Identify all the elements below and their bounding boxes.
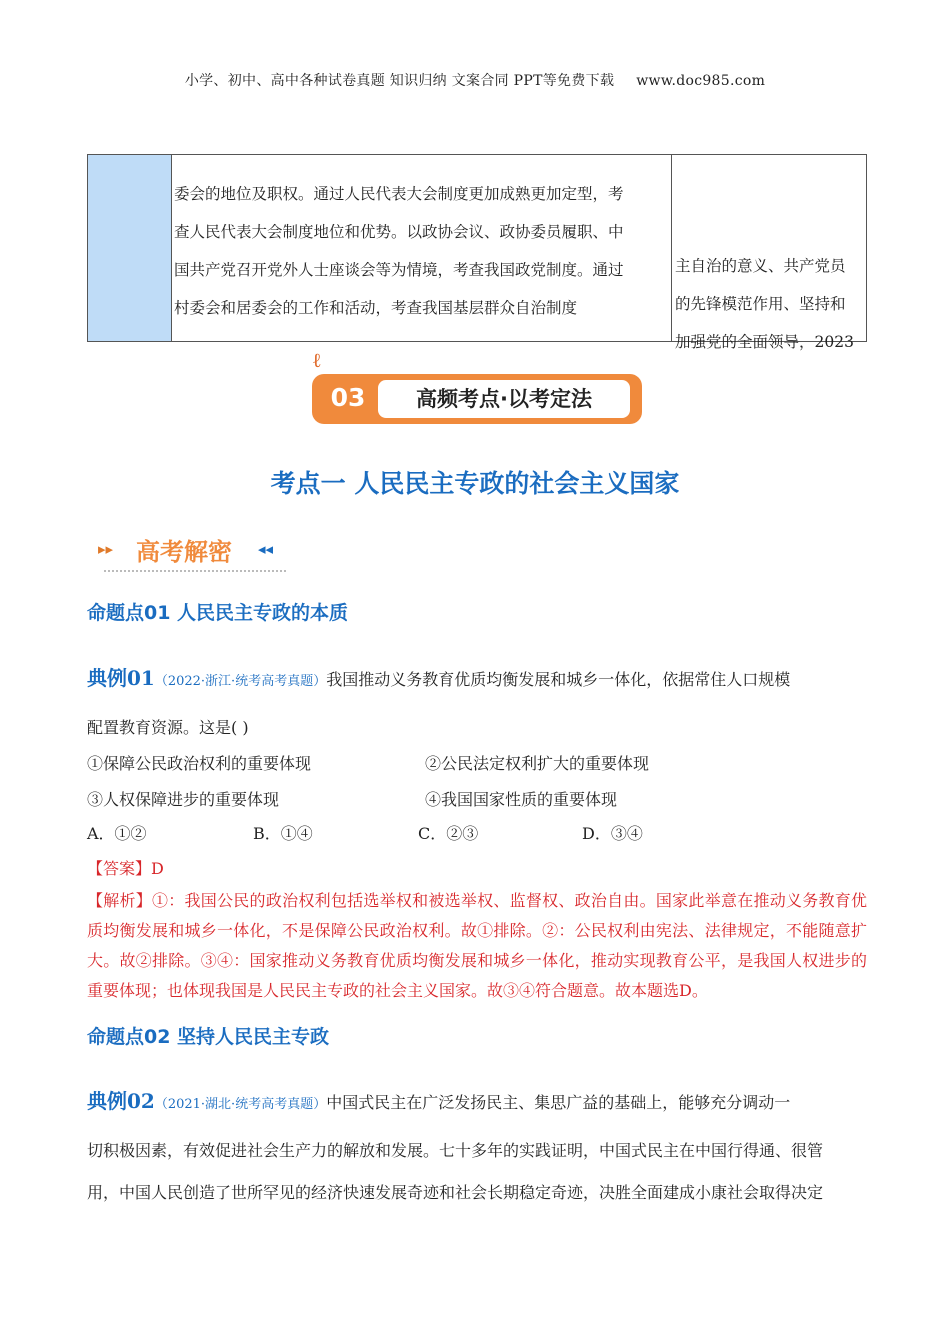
- table-blue-cell: [88, 155, 172, 341]
- page-header: [0, 70, 950, 90]
- curl-icon: ℓ: [312, 348, 322, 372]
- table-middle-line: 村委会和居委会的工作和活动，考查我国基层群众自治制度: [174, 299, 578, 317]
- banner-title: 高频考点·以考定法: [378, 380, 630, 418]
- answer-line: [87, 855, 164, 883]
- analysis-label: 【解析】: [87, 891, 153, 910]
- option-4: ④我国国家性质的重要体现: [425, 790, 618, 809]
- table-middle-cell: [172, 155, 672, 341]
- table-middle-line: 国共产党召开党外人士座谈会等为情境，考查我国政党制度。通过: [174, 261, 624, 279]
- table-right-line: 的先锋模范作用、坚持和: [675, 295, 846, 313]
- point1-heading: 命题点01 人民民主专政的本质: [87, 602, 349, 624]
- table-middle-line: 查人民代表大会制度地位和优势。以政协会议、政协委员履职、中: [174, 223, 624, 241]
- example2-source: （2021·湖北·统考高考真题）: [154, 1097, 327, 1112]
- secret-label-block: [98, 530, 288, 574]
- example2-stem-line3: 用，中国人民创造了世所罕见的经济快速发展奇迹和社会长期稳定奇迹，决胜全面建成小康社会取得决定: [87, 1183, 824, 1202]
- example1-stem: 我国推动义务教育优质均衡发展和城乡一体化，依据常住人口规模: [326, 670, 791, 689]
- example2-stem-line2: 切积极因素，有效促进社会生产力的解放和发展。七十多年的实践证明，中国式民主在中国行得通、很管: [87, 1141, 824, 1160]
- option-1: ①保障公民政治权利的重要体现: [87, 754, 312, 773]
- answer-label: 【答案】: [87, 859, 152, 878]
- table-right-cell: [673, 155, 868, 351]
- secret-label: 高考解密: [136, 538, 232, 566]
- point2-heading: 命题点02 坚持人民民主专政: [87, 1026, 330, 1048]
- table-right-line: 加强党的全面领导，2023: [675, 333, 854, 351]
- double-arrow-left-icon: ◂◂: [258, 540, 274, 558]
- option-3: ③人权保障进步的重要体现: [87, 790, 280, 809]
- analysis-block: [87, 886, 867, 1006]
- table-right-line: 主自治的意义、共产党员: [675, 257, 846, 275]
- banner-number: 03: [330, 383, 366, 412]
- example1-stem-cont: 配置教育资源。这是( ): [87, 718, 249, 737]
- table-middle-line: 委会的地位及职权。通过人民代表大会制度更加成熟更加定型，考: [174, 185, 624, 203]
- dotted-divider: [104, 570, 286, 572]
- choice-a: A．①②: [87, 824, 147, 843]
- choice-b: B．①④: [253, 824, 313, 843]
- example1-label: 典例01: [87, 666, 155, 690]
- example2-stem: 中国式民主在广泛发扬民主、集思广益的基础上，能够充分调动一: [326, 1093, 791, 1112]
- section-title: 考点一 人民民主专政的社会主义国家: [270, 469, 680, 498]
- example1-source: （2022·浙江·统考高考真题）: [154, 674, 327, 689]
- analysis-text: ①：我国公民的政治权利包括选举权和被选举权、监督权、政治自由。国家此举意在推动义务教育优质均衡发展和城乡一体化，不是保障公民政治权利。故①排除。②：公民权利由宪法、法律规定，不能随意扩大。故②排除。③④：国家推动义务教育优质均衡发展和城乡一体化，推动实现教育公平，是我国人权进步的重要体现；也体现我国是人民民主专政的社会主义国家。故③④符合题意。故本题选D。: [87, 891, 867, 1000]
- header-site-link[interactable]: www.doc985.com: [636, 73, 766, 89]
- example2-line: [87, 1087, 867, 1119]
- double-arrow-right-icon: ▸▸: [98, 540, 114, 558]
- example2-label: 典例02: [87, 1089, 155, 1113]
- choice-d: D．③④: [582, 824, 643, 843]
- option-2: ②公民法定权利扩大的重要体现: [425, 754, 650, 773]
- header-text: 小学、初中、高中各种试卷真题 知识归纳 文案合同 PPT等免费下载: [184, 73, 615, 89]
- section-banner: [312, 348, 647, 426]
- answer-value: D: [151, 859, 164, 878]
- choice-c: C．②③: [418, 824, 479, 843]
- continued-table: [87, 154, 867, 351]
- example1-line: [87, 664, 867, 696]
